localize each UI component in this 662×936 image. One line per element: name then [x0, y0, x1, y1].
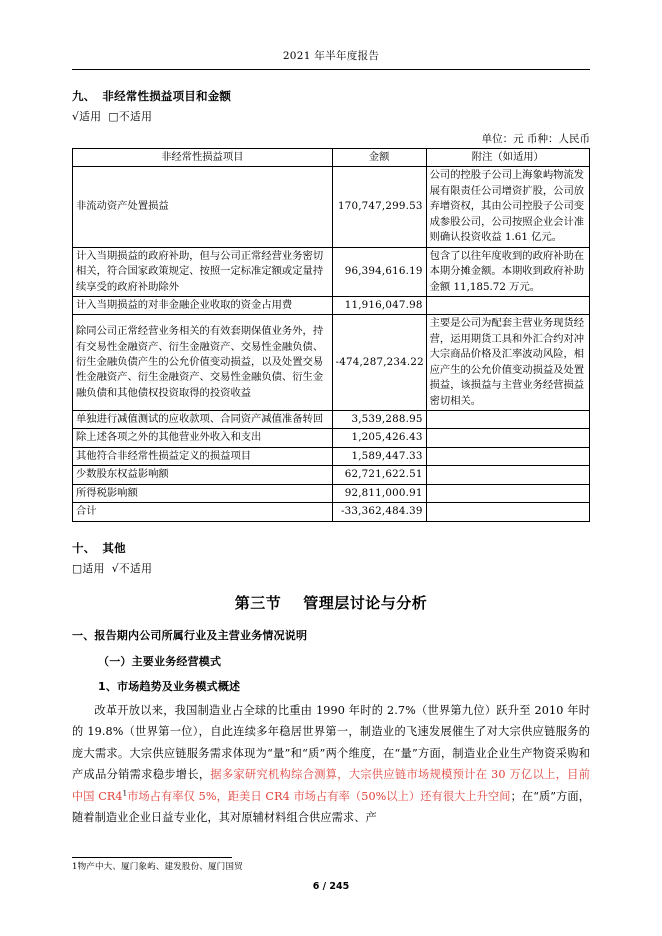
table-row [73, 411, 590, 429]
part-3-name: 管理层讨论与分析 [303, 593, 428, 612]
col-header-item: 非经常性损益项目 [73, 149, 333, 167]
cell-amount: 11,916,047.98 [332, 296, 426, 314]
table-row [73, 484, 590, 502]
cell-amount: 3,539,288.95 [332, 411, 426, 429]
cell-item: 非流动资产处置损益 [73, 167, 333, 247]
cell-note [426, 484, 589, 502]
cell-note [426, 296, 589, 314]
table-row [73, 315, 590, 411]
heading-market-trend: 1、市场趋势及业务模式概述 [98, 679, 241, 693]
table-row [73, 167, 590, 247]
cell-amount: 92,811,000.91 [332, 484, 426, 502]
footnote-number: 1 [72, 861, 78, 872]
applicable-checked: √适用 [72, 110, 102, 123]
cell-item: 其他符合非经常性损益定义的损益项目 [73, 447, 333, 465]
section-10-heading [72, 540, 590, 556]
cell-note [426, 466, 589, 484]
cell-note [426, 503, 589, 521]
cell-item: 除同公司正常经营业务相关的有效套期保值业务外，持有交易性金融资产、衍生金融资产、交易性金融负债、衍生金融负债产生的公允价值变动损益，以及处置交易性金融资产、衍生金融资产、交易性金融负债、衍生金融负债和其他债权投资取得的投资收益 [73, 315, 333, 411]
paragraph-highlight-1: 据多家研究机构综合测算，大宗供应链市场规模预计在 30 万亿以上，目前中国 CR4 [72, 768, 590, 803]
footnote-area [72, 857, 590, 892]
section-9-applicability [72, 109, 590, 124]
not-applicable-option: □不适用 [108, 110, 153, 123]
section-9-number: 九、 [72, 89, 96, 103]
running-header-title: 2021 年半年度报告 [282, 50, 380, 62]
cell-note: 公司的控股子公司上海象屿物流发展有限责任公司增资扩股，公司放弃增资权，其由公司控股子公司变成参股公司，公司按照企业会计准则确认投资收益 1.61 亿元。 [426, 167, 589, 247]
not-applicable-checked: √不适用 [111, 561, 153, 575]
table-row [73, 466, 590, 484]
section-10-applicability [72, 561, 590, 576]
table-row [73, 447, 590, 465]
part-3-title [72, 592, 590, 613]
section-10-title: 其他 [102, 540, 126, 555]
col-header-note: 附注（如适用） [426, 149, 589, 167]
footnote-ref-marker: 1 [122, 788, 128, 797]
table-unit-note: 单位：元 币种：人民币 [481, 133, 590, 145]
cell-amount: 62,721,622.51 [332, 466, 426, 484]
cell-item: 合计 [73, 503, 333, 521]
paragraph-text-part2: ；在“质”方面，随着制造业企业日益专业化，其对原辅材料组合供应需求、产 [72, 789, 591, 825]
heading-industry-overview: 一、报告期内公司所属行业及主营业务情况说明 [72, 628, 308, 642]
section-9-heading [72, 88, 590, 104]
page-number: 6 / 245 [312, 881, 350, 892]
table-row [73, 247, 590, 296]
cell-note: 主要是公司为配套主营业务现货经营，运用期货工具和外汇合约对冲大宗商品价格及汇率波动风险，相应产生的公允价值变动损益及处置损益，该损益与主营业务经营损益密切相关。 [426, 315, 589, 411]
section-9-title: 非经常性损益项目和金额 [102, 89, 232, 103]
heading-business-model: （一）主要业务经营模式 [98, 654, 222, 668]
col-header-amount: 金额 [332, 149, 426, 167]
header-rule [72, 69, 590, 70]
footnote-text: 物产中大、厦门象屿、建发股份、厦门国贸 [77, 861, 243, 872]
table-row [73, 429, 590, 447]
cell-note [426, 429, 589, 447]
cell-amount: -474,287,234.22 [332, 315, 426, 411]
table-header-row [73, 149, 590, 167]
cell-item: 计入当期损益的政府补助，但与公司正常经营业务密切相关，符合国家政策规定、按照一定标准定额或定量持续享受的政府补助除外 [73, 247, 333, 296]
cell-amount: 1,205,426.43 [332, 429, 426, 447]
paragraph-highlight-2: 市场占有率仅 5%，距美日 CR4 市场占有率（50%以上）还有很大上升空间 [127, 789, 511, 803]
table-row-total [73, 503, 590, 521]
part-3-label: 第三节 [234, 593, 282, 612]
cell-item: 少数股东权益影响额 [73, 466, 333, 484]
paragraph-text-part1: 改革开放以来，我国制造业占全球的比重由 1990 年时的 2.7%（世界第九位）跃升至 2010 年时的 19.8%（世界第一位），自此连续多年稳居世界第一，制造业的飞速发展催生了对大宗供应链服务的庞大需求。大宗供应链服务需求体现为“量”和“质”两个维度，在“量”方面，制造业企业生产物资采购和产成品分销需求稳步增长， [72, 703, 590, 782]
cell-amount: 1,589,447.33 [332, 447, 426, 465]
cell-amount: -33,362,484.39 [332, 503, 426, 521]
cell-item: 所得税影响额 [73, 484, 333, 502]
cell-note [426, 447, 589, 465]
running-header [72, 0, 590, 63]
cell-amount: 170,747,299.53 [332, 167, 426, 247]
cell-amount: 96,394,616.19 [332, 247, 426, 296]
cell-item: 除上述各项之外的其他营业外收入和支出 [73, 429, 333, 447]
section-10-number: 十、 [72, 540, 96, 555]
cell-item: 计入当期损益的对非金融企业收取的资金占用费 [73, 296, 333, 314]
cell-note: 包含了以往年度收到的政府补助在本期分摊金额。本期收到政府补助金额 11,185.72 万元。 [426, 247, 589, 296]
footnote-separator [72, 857, 232, 858]
cell-item: 单独进行减值测试的应收款项、合同资产减值准备转回 [73, 411, 333, 429]
non-recurring-items-table [72, 148, 590, 522]
applicable-option: □适用 [72, 561, 105, 575]
body-paragraph [72, 700, 590, 829]
footnote-entry [72, 861, 590, 873]
cell-note [426, 411, 589, 429]
table-row [73, 296, 590, 314]
